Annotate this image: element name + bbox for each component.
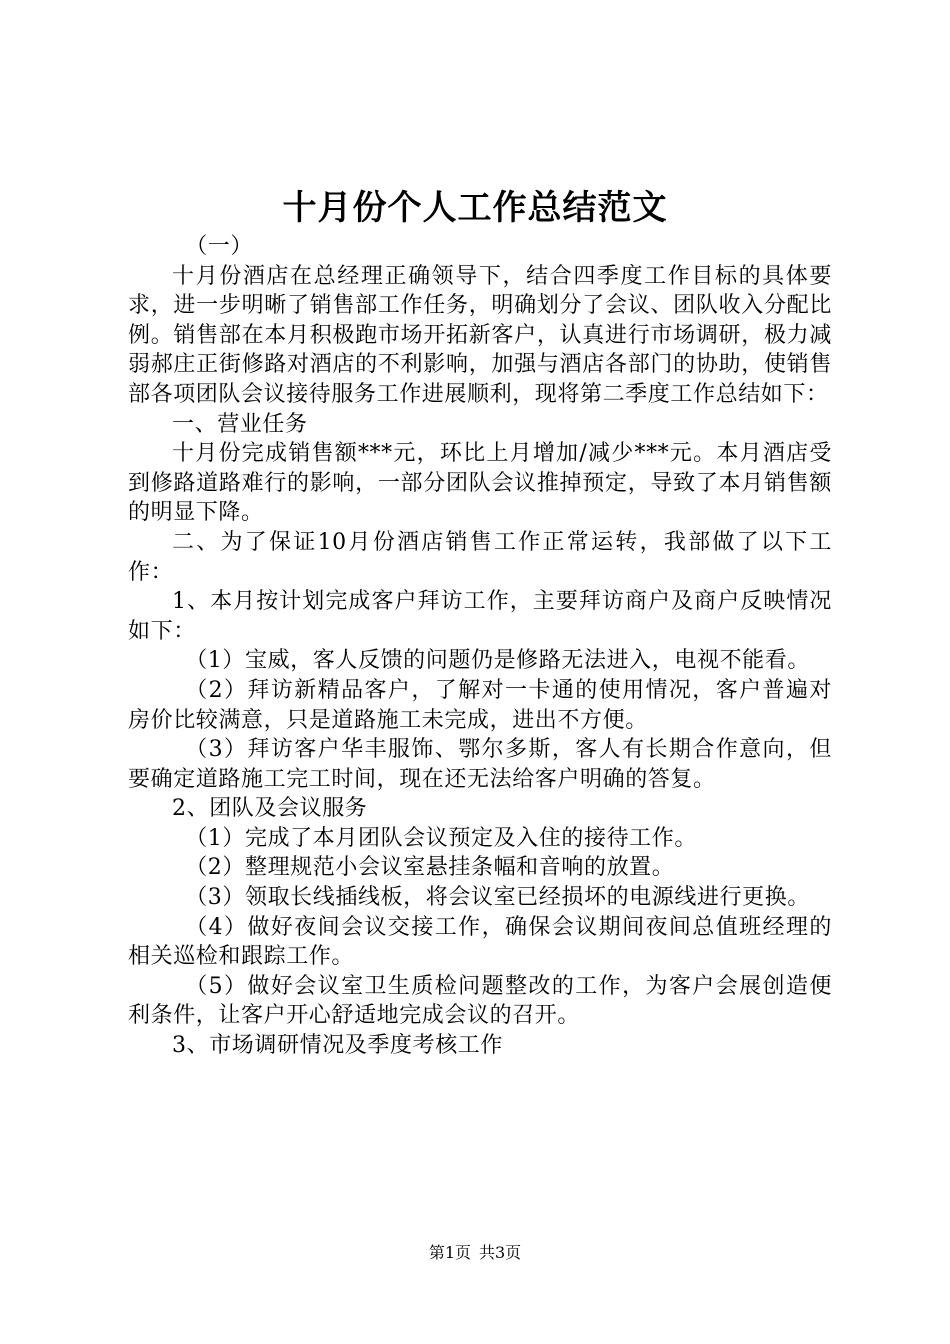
page-footer xyxy=(0,1241,950,1265)
section-heading: 一、营业任务 xyxy=(172,411,308,437)
subsection-heading: 2、团队及会议服务 xyxy=(172,796,368,822)
list-item: （5）做好会议室卫生质检问题整改的工作，为客户会展创造便利条件，让客户开心舒适地完成会议的召开。 xyxy=(128,973,832,1029)
list-item: （1）宝威，客人反馈的问题仍是修路无法进入，电视不能看。 xyxy=(185,648,810,674)
document-body xyxy=(128,232,832,1061)
list-item: （2）拜访新精品客户，了解对一卡通的使用情况，客户普遍对房价比较满意，只是道路施工未完成，进出不方便。 xyxy=(128,677,832,733)
section-heading: 二、为了保证10月份酒店销售工作正常运转，我部做了以下工作： xyxy=(128,529,832,585)
subsection-heading: 1、本月按计划完成客户拜访工作，主要拜访商户及商户反映情况如下： xyxy=(128,589,832,644)
section-marker: （一） xyxy=(185,234,253,259)
subsection-heading: 3、市场调研情况及季度考核工作 xyxy=(172,1033,503,1059)
list-item: （3）领取长线插线板，将会议室已经损坏的电源线进行更换。 xyxy=(185,885,810,911)
page-total: 共3页 xyxy=(479,1243,522,1262)
intro-paragraph: 十月份酒店在总经理正确领导下，结合四季度工作目标的具体要求，进一步明晰了销售部工作任务，明确划分了会议、团队收入分配比例。销售部在本月积极跑市场开拓新客户，认真进行市场调研，极力减弱郝庄正街修路对酒店的不利影响，加强与酒店各部门的协助，使销售部各项团队会议接待服务工作进展顺利，现将第二季度工作总结如下： xyxy=(128,263,832,407)
document-title: 十月份个人工作总结范文 xyxy=(282,188,668,228)
sales-paragraph: 十月份完成销售额***元，环比上月增加/减少***元。本月酒店受到修路道路难行的影响，一部分团队会议推掉预定，导致了本月销售额的明显下降。 xyxy=(128,441,832,526)
list-item: （2）整理规范小会议室悬挂条幅和音响的放置。 xyxy=(185,855,675,881)
page-number: 第1页 xyxy=(428,1243,471,1262)
list-item: （4）做好夜间会议交接工作，确保会议期间夜间总值班经理的相关巡检和跟踪工作。 xyxy=(128,914,832,970)
list-item: （1）完成了本月团队会议预定及入住的接待工作。 xyxy=(185,825,697,851)
list-item: （3）拜访客户华丰服饰、鄂尔多斯，客人有长期合作意向，但要确定道路施工完工时间，现在还无法给客户明确的答复。 xyxy=(128,737,832,792)
